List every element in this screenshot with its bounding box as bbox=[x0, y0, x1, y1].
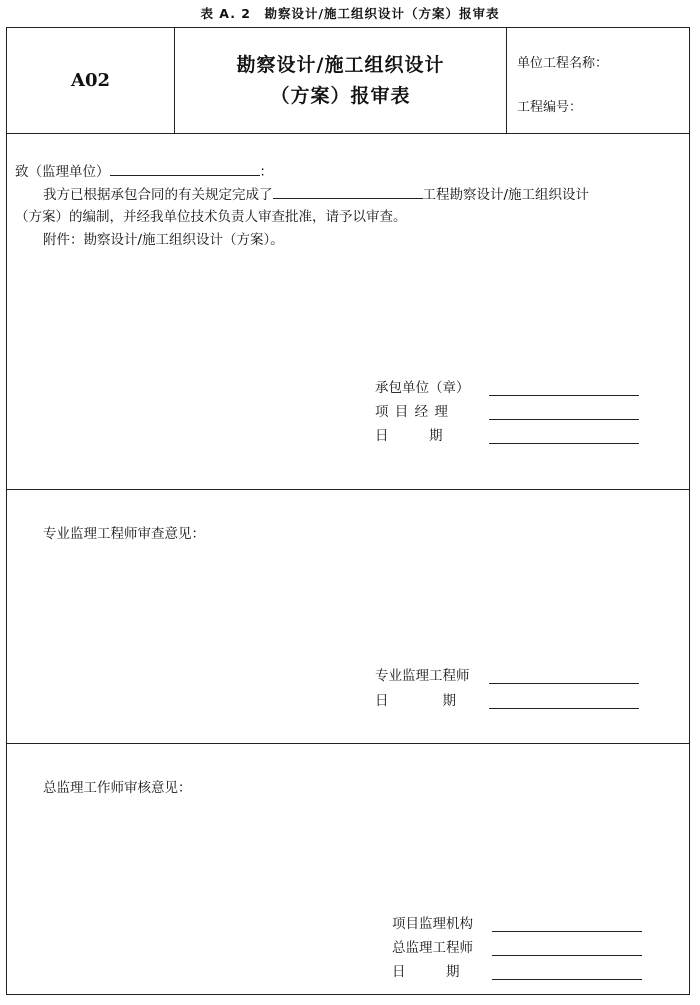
chief-opinion-label: 总监理工作师审核意见： bbox=[43, 780, 192, 796]
form-header bbox=[7, 28, 689, 134]
sig-unit-line[interactable] bbox=[489, 380, 639, 396]
sig-date-label: 日 期 bbox=[375, 428, 443, 444]
sig-row-chief-date bbox=[392, 960, 642, 980]
form-code-cell bbox=[7, 28, 175, 133]
sig-unit-label: 承包单位（章） bbox=[375, 380, 470, 396]
sig-org-line[interactable] bbox=[492, 916, 642, 932]
statement-part1: 我方已根据承包合同的有关规定完成了 bbox=[43, 187, 273, 203]
sig-row-manager bbox=[375, 400, 639, 420]
sig-manager-line[interactable] bbox=[489, 404, 639, 420]
project-no-label: 工程编号： bbox=[517, 100, 583, 115]
sig-row-date bbox=[375, 424, 639, 444]
approval-form bbox=[6, 27, 690, 995]
statement-line1 bbox=[43, 184, 589, 205]
supervisor-unit-blank[interactable] bbox=[110, 161, 260, 176]
to-label: 致（监理单位） bbox=[15, 164, 110, 180]
sig-row-org bbox=[392, 912, 642, 932]
sig-engineer-date-line[interactable] bbox=[489, 693, 639, 709]
sig-row-engineer bbox=[375, 664, 639, 684]
sig-engineer-line[interactable] bbox=[489, 668, 639, 684]
form-title-cell bbox=[175, 28, 507, 133]
engineer-review-section bbox=[7, 490, 689, 744]
sig-chief-line[interactable] bbox=[492, 940, 642, 956]
sig-engineer-label: 专业监理工程师 bbox=[375, 668, 470, 684]
form-title-line1: 勘察设计/施工组织设计 bbox=[236, 53, 445, 76]
project-blank[interactable] bbox=[273, 184, 423, 199]
statement-line2: （方案）的编制，并经我单位技术负责人审查批准，请予以审查。 bbox=[15, 209, 407, 225]
sig-row-unit bbox=[375, 376, 639, 396]
project-info-cell bbox=[507, 28, 689, 133]
contractor-section bbox=[7, 134, 689, 490]
sig-manager-label: 项 目 经 理 bbox=[375, 404, 449, 420]
chief-review-section bbox=[7, 744, 689, 994]
to-suffix: ： bbox=[259, 164, 273, 180]
form-title-line2: （方案）报审表 bbox=[270, 84, 411, 107]
sig-chief-date-label: 日 期 bbox=[392, 964, 460, 980]
sig-engineer-date-label: 日 期 bbox=[375, 693, 456, 709]
sig-row-chief bbox=[392, 936, 642, 956]
statement-part2: 工程勘察设计/施工组织设计 bbox=[422, 187, 590, 203]
sig-chief-date-line[interactable] bbox=[492, 964, 642, 980]
sig-row-engineer-date bbox=[375, 689, 639, 709]
project-name-label: 单位工程名称： bbox=[517, 56, 609, 71]
engineer-opinion-label: 专业监理工程师审查意见： bbox=[43, 526, 205, 542]
sig-org-label: 项目监理机构 bbox=[392, 916, 473, 932]
to-line bbox=[15, 161, 273, 182]
sig-chief-label: 总监理工程师 bbox=[392, 940, 473, 956]
page-caption: 表 A. 2 勘察设计/施工组织设计（方案）报审表 bbox=[200, 6, 500, 21]
attachment-line: 附件：勘察设计/施工组织设计（方案）。 bbox=[43, 232, 284, 248]
form-code: A02 bbox=[70, 70, 110, 91]
sig-date-line[interactable] bbox=[489, 428, 639, 444]
